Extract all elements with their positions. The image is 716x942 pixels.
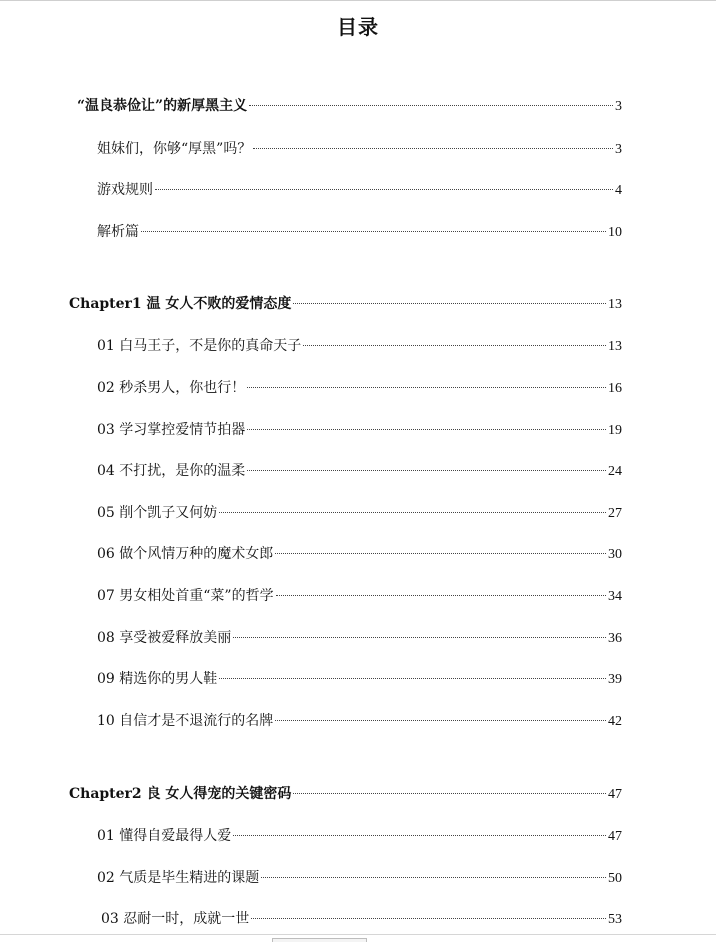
dot-leader (293, 303, 606, 304)
toc-entry-page: 16 (608, 381, 622, 396)
toc-entry-page: 13 (608, 297, 622, 312)
toc-entry-title: “温良恭俭让”的新厚黑主义 (77, 98, 248, 114)
dot-leader (155, 189, 613, 190)
toc-entry-page: 42 (608, 714, 622, 729)
dot-leader (247, 429, 606, 430)
dot-leader (251, 918, 606, 919)
dot-leader (233, 835, 606, 836)
toc-entry-title: 03 学习掌控爱情节拍器 (97, 422, 246, 438)
toc-entry-title: 09 精选你的男人鞋 (97, 671, 218, 687)
dot-leader (141, 231, 606, 232)
dot-leader (261, 877, 606, 878)
toc-entry-page: 4 (615, 183, 622, 198)
toc-entry-title: 04 不打扰，是你的温柔 (97, 463, 246, 479)
toc-entry[interactable] (69, 784, 622, 804)
toc-entry-page: 10 (608, 225, 622, 240)
toc-entry[interactable] (97, 711, 622, 731)
toc-entry-page: 39 (608, 672, 622, 687)
toc-entry-title: 姐妹们，你够“厚黑”吗？ (97, 141, 252, 157)
dot-leader (303, 345, 606, 346)
dot-leader (275, 553, 606, 554)
dot-leader (276, 595, 606, 596)
toc-entry-title: 03 忍耐一时，成就一世 (101, 911, 250, 927)
toc-entry-title: 07 男女相处首重“菜”的哲学 (97, 588, 274, 604)
toc-entry[interactable] (97, 503, 622, 523)
toc-entry[interactable] (97, 868, 622, 888)
toc-entry-title: 解析篇 (97, 224, 139, 240)
toc-entry[interactable] (101, 909, 622, 929)
toc-entry-page: 34 (608, 589, 622, 604)
toc-entry-page: 53 (608, 912, 622, 927)
toc-entry-page: 36 (608, 631, 622, 646)
toc-entry-page: 24 (608, 464, 622, 479)
toc-entry[interactable] (97, 139, 622, 159)
dot-leader (219, 678, 606, 679)
toc-entry-title: 05 削个凯子又何妨 (97, 505, 218, 521)
toc-entry-title: 01 白马王子，不是你的真命天子 (97, 338, 302, 354)
toc-entry[interactable] (97, 669, 622, 689)
toc-entry[interactable] (97, 586, 622, 606)
toc-entry-title: 02 秒杀男人，你也行！ (97, 380, 246, 396)
toc-entry[interactable] (97, 544, 622, 564)
toc-entry[interactable] (97, 420, 622, 440)
toc-entry-title: 01 懂得自爱最得人爱 (97, 828, 232, 844)
toc-entry-page: 47 (608, 787, 622, 802)
dot-leader (247, 470, 606, 471)
toc-entry[interactable] (97, 180, 622, 200)
toc-entry-title: 06 做个风情万种的魔术女郎 (97, 546, 274, 562)
toc-entry-page: 19 (608, 423, 622, 438)
toc-entry[interactable] (97, 336, 622, 356)
toc-entry-page: 50 (608, 871, 622, 886)
page-title: 目录 (337, 15, 379, 39)
toc-entry[interactable] (97, 628, 622, 648)
toc-entry-page: 47 (608, 829, 622, 844)
toc-entry-page: 3 (615, 99, 622, 114)
toc-entry[interactable] (97, 222, 622, 242)
page-bottom-divider (0, 934, 716, 935)
toc-entry-page: 3 (615, 142, 622, 157)
toc-entry-page: 13 (608, 339, 622, 354)
dot-leader (293, 793, 606, 794)
toc-entry-page: 27 (608, 506, 622, 521)
toc-entry-title: Chapter2 良 女人得宠的关键密码 (69, 786, 292, 802)
toc-entry-title: 08 享受被爱释放美丽 (97, 630, 232, 646)
toc-entry[interactable] (97, 826, 622, 846)
toc-entry-title: 02 气质是毕生精进的课题 (97, 870, 260, 886)
toc-entry[interactable] (97, 378, 622, 398)
dot-leader (219, 512, 606, 513)
dot-leader (275, 720, 606, 721)
toc-entry[interactable] (69, 294, 622, 314)
toc-entry-title: 10 自信才是不退流行的名牌 (97, 713, 274, 729)
dot-leader (247, 387, 606, 388)
toc-entry-title: Chapter1 温 女人不败的爱情态度 (69, 296, 292, 312)
toc-entry-page: 30 (608, 547, 622, 562)
dot-leader (233, 637, 606, 638)
toc-entry[interactable] (77, 96, 622, 116)
dot-leader (249, 105, 613, 106)
dot-leader (253, 148, 613, 149)
toc-entry-title: 游戏规则 (97, 182, 153, 198)
toc-list (0, 1, 716, 942)
toc-entry[interactable] (97, 461, 622, 481)
page-tab-indicator (272, 938, 367, 942)
